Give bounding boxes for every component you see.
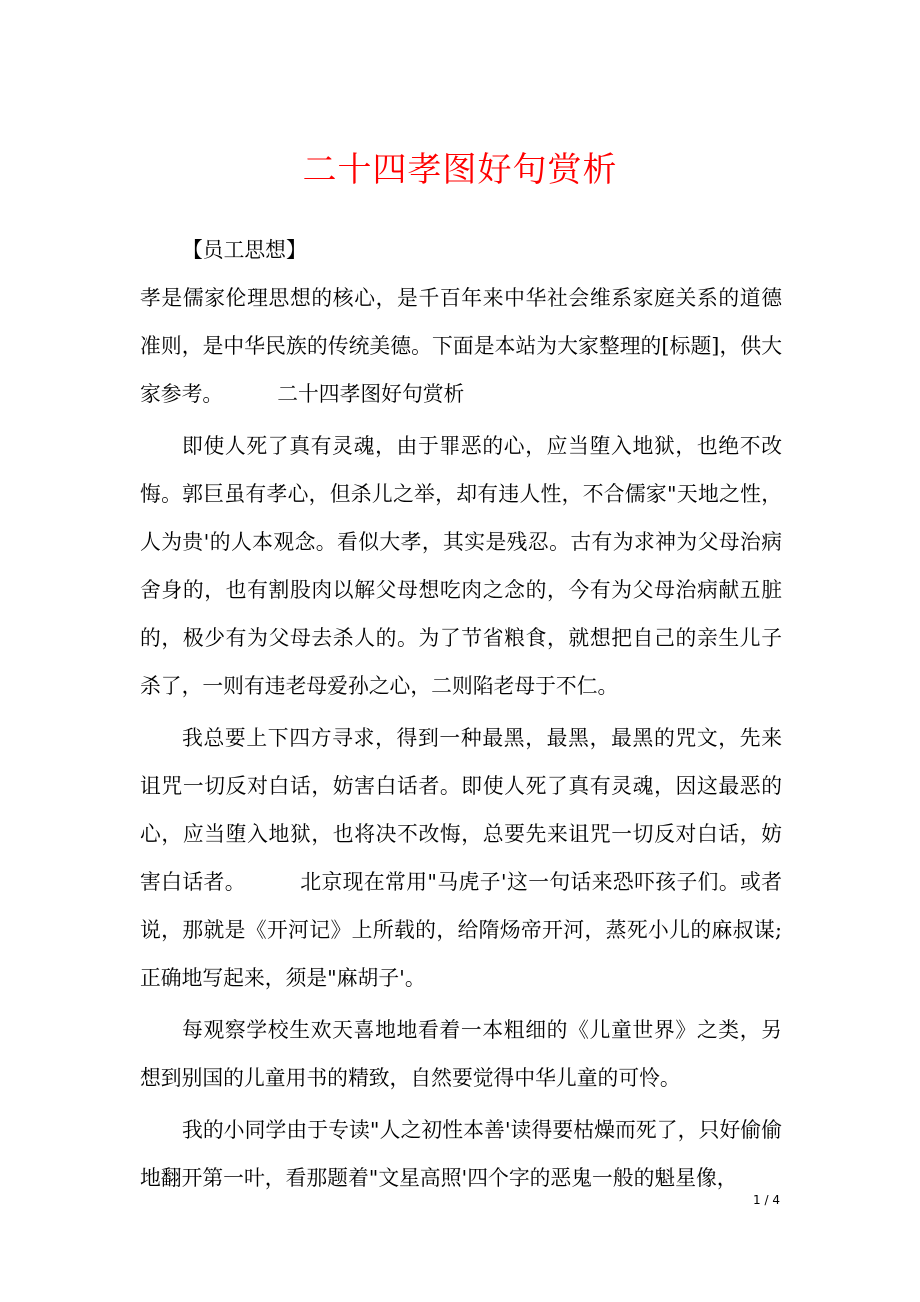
category-tag: 【员工思想】	[182, 238, 307, 262]
document-body	[140, 226, 782, 1202]
body-paragraph-2-text: 我总要上下四方寻求，得到一种最黑，最黑，最黑的咒文，先来诅咒一切反对白话，妨害白话者。即使人死了真有灵魂，因这最恶的心，应当堕入地狱，也将决不改悔，总要先来诅咒一切反对白话，妨害白话者。	[140, 726, 782, 894]
body-paragraph-4: 我的小同学由于专读"人之初性本善'读得要枯燥而死了，只好偷偷地翻开第一叶，看那题着"文星高照'四个字的恶鬼一般的魁星像，	[140, 1118, 782, 1190]
body-paragraph-2-tail: 北京现在常用"马虎子'这一句话来恐吓孩子们。或者说，那就是《开河记》上所载的，给隋炀帝开河，蒸死小儿的麻叔谋;正确地写起来，须是"麻胡子'。	[140, 870, 783, 990]
body-paragraph-3: 每观察学校生欢天喜地地看着一本粗细的《儿童世界》之类，另想到别国的儿童用书的精致，自然要觉得中华儿童的可怜。	[140, 1018, 782, 1090]
intro-paragraph	[140, 274, 782, 418]
intro-subtitle: 二十四孝图好句赏析	[277, 382, 465, 406]
page-number: 1 / 4	[753, 1193, 780, 1207]
body-paragraph-1: 即使人死了真有灵魂，由于罪恶的心，应当堕入地狱，也绝不改悔。郭巨虽有孝心，但杀儿之举，却有违人性，不合儒家"天地之性，人为贵'的人本观念。看似大孝，其实是残忍。古有为求神为父母治病舍身的，也有割股肉以解父母想吃肉之念的，今有为父母治病献五脏的，极少有为父母去杀人的。为了节省粮食，就想把自己的亲生儿子杀了，一则有违老母爱孙之心，二则陷老母于不仁。	[140, 434, 782, 698]
document-title: 二十四孝图好句赏析	[302, 150, 618, 190]
intro-text: 孝是儒家伦理思想的核心，是千百年来中华社会维系家庭关系的道德准则，是中华民族的传统美德。下面是本站为大家整理的[标题]，供大家参考。	[140, 286, 782, 406]
body-paragraph-2	[140, 714, 782, 1002]
